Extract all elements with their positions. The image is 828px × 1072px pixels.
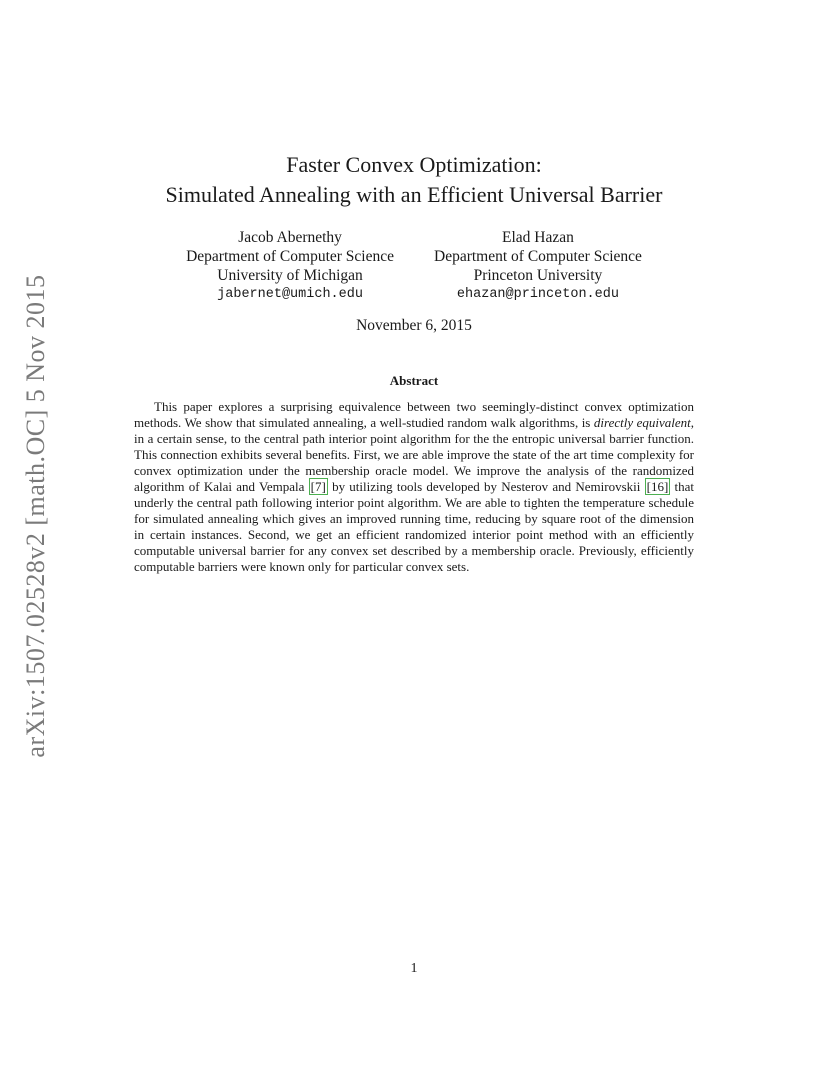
abstract-body: [134, 399, 694, 575]
citation-link-16[interactable]: [16]: [646, 479, 669, 494]
citation-link-7[interactable]: [7]: [310, 479, 326, 494]
author-department: Department of Computer Science: [186, 248, 394, 265]
title-line-1: Faster Convex Optimization:: [286, 152, 542, 177]
paper-title: [0, 150, 828, 210]
author-2: [434, 228, 642, 304]
author-name: Jacob Abernethy: [238, 229, 342, 246]
author-1: [186, 228, 394, 304]
author-institution: University of Michigan: [217, 267, 363, 284]
page-number: 1: [410, 961, 418, 976]
author-email: ehazan@princeton.edu: [456, 287, 619, 302]
arxiv-identifier-stamp: arXiv:1507.02528v2 [math.OC] 5 Nov 2015: [21, 274, 50, 758]
author-department: Department of Computer Science: [434, 248, 642, 265]
abstract-text-1: This paper explores a surprising equivalence between two seemingly-distinct convex optimization methods. We show that simulated annealing, a well-studied random walk algorithms, is: [134, 399, 694, 430]
abstract-text-4: that underly the central path following interior point algorithm. We are able to tighten the temperature schedule for simulated annealing which gives an improved running time, reducing by square root of the dimension in certain instances. Second, we get an efficient randomized interior point method with an efficiently computable universal barrier for any convex set described by a membership oracle. Previously, efficiently computable barriers were known only for particular convex sets.: [134, 479, 695, 574]
author-block: [0, 228, 828, 304]
paper-date: November 6, 2015: [356, 317, 472, 334]
abstract-text-3: by utilizing tools developed by Nesterov and Nemirovskii: [327, 479, 645, 494]
abstract-emphasis: directly equivalent: [593, 415, 691, 430]
abstract-heading: Abstract: [389, 373, 439, 388]
title-line-2: Simulated Annealing with an Efficient Universal Barrier: [165, 182, 663, 207]
abstract-text-2: , in a certain sense, to the central path interior point algorithm for the the entropic universal barrier function. This connection exhibits several benefits. First, we are able improve the state of the art time complexity for convex optimization under the membership oracle model. We improve the analysis of the randomized algorithm of Kalai and Vempala: [134, 415, 694, 494]
author-name: Elad Hazan: [502, 229, 574, 246]
author-institution: Princeton University: [473, 267, 603, 284]
author-email: jabernet@umich.edu: [217, 287, 363, 302]
